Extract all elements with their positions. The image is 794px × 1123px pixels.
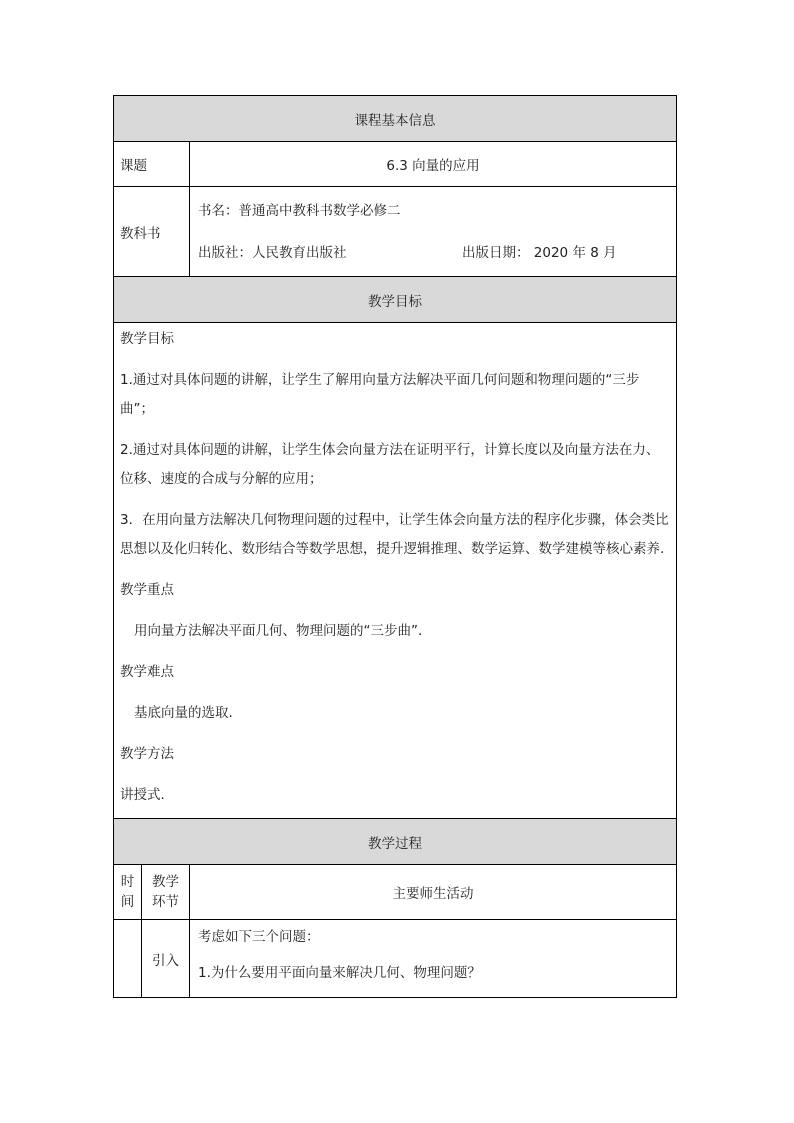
objectives-block [114, 323, 677, 819]
time-column-header: 时 间 [114, 865, 142, 920]
activity-column-header: 主要师生活动 [190, 865, 677, 920]
time-cell [114, 920, 142, 998]
difficulty-title: 教学难点 [120, 664, 174, 680]
book-name: 书名：普通高中教科书数学必修二 [198, 202, 401, 219]
stage-column-header: 教学 环节 [142, 865, 190, 920]
pub-date: 出版日期： 2020 年 8 月 [462, 244, 617, 261]
publisher-line [190, 241, 676, 265]
key-point-title: 教学重点 [120, 582, 174, 598]
activity-line: 1.为什么要用平面向量来解决几何、物理问题？ [198, 965, 481, 981]
method-title: 教学方法 [120, 746, 174, 762]
topic-value: 6.3 向量的应用 [190, 142, 677, 187]
process-header: 教学过程 [114, 819, 677, 865]
topic-label: 课题 [114, 142, 190, 187]
publisher: 出版社：人民教育出版社 [198, 244, 347, 261]
stage-cell: 引入 [142, 920, 190, 998]
objective-item: 1.通过对具体问题的讲解，让学生了解用向量方法解决平面几何问题和物理问题的“三步曲”； [120, 372, 640, 417]
course-info-header: 课程基本信息 [114, 96, 677, 142]
objective-item: 3．在用向量方法解决几何物理问题的过程中，让学生体会向量方法的程序化步骤，体会类比思想以及化归转化、数形结合等数学思想，提升逻辑推理、数学运算、数学建模等核心素养. [120, 512, 669, 557]
textbook-label: 教科书 [114, 187, 190, 277]
objective-item: 2.通过对具体问题的讲解，让学生体会向量方法在证明平行，计算长度以及向量方法在力、位移、速度的合成与分解的应用； [120, 442, 660, 487]
textbook-info [190, 187, 677, 277]
objectives-title: 教学目标 [120, 331, 174, 347]
lesson-plan-table [113, 95, 677, 998]
key-point: 用向量方法解决平面几何、物理问题的“三步曲”. [134, 623, 423, 639]
method: 讲授式. [120, 787, 165, 803]
objectives-header: 教学目标 [114, 277, 677, 323]
activity-line: 考虑如下三个问题： [198, 929, 320, 945]
difficulty: 基底向量的选取. [134, 705, 233, 721]
activity-cell [190, 920, 677, 998]
